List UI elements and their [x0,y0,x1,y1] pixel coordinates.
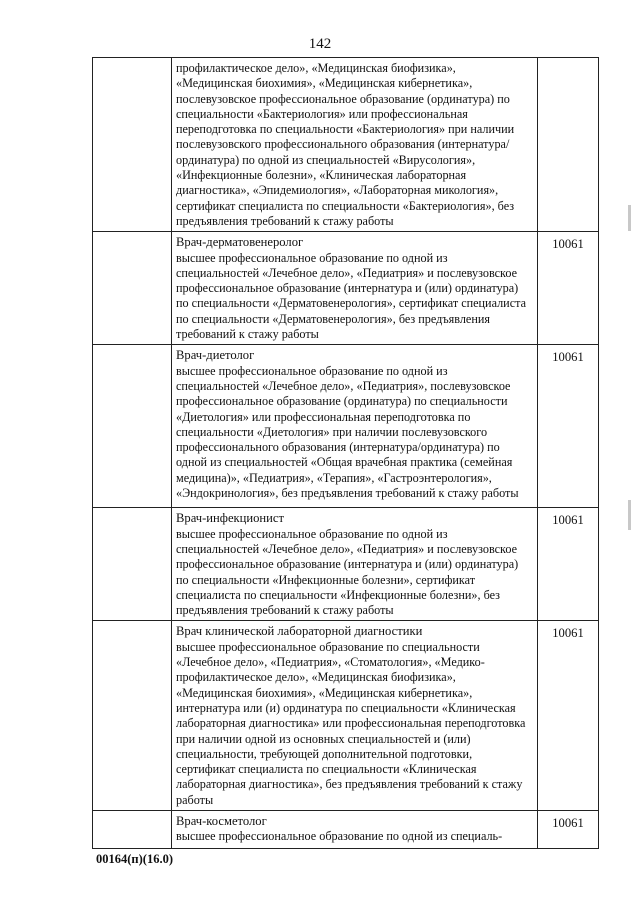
requirements-text: высшее профессиональное образование по одной из специальностей «Лечебное дело», «Педиатрия» и послевузовское профессиональное образование (интернатура и (или) ординатура) по специальности «Дерматовенерология», сертификат специалиста по специальности «Дерматовенерология», без предъявления требований к стажу работы [176,250,526,342]
requirements-text: высшее профессиональное образование по одной из специальностей «Лечебное дело», «Педиатрия» и послевузовское профессиональное образование (интернатура и (или) ординатура) по специальности «Инфекционные болезни», сертификат специалиста по специальности «Инфекционные болезни», без предъявления требований к стажу работы [176,526,519,618]
table-row [93,58,599,232]
position-title: Врач-диетолог [176,348,255,363]
requirements-cell [172,232,538,345]
position-title: Врач-инфекционист [176,511,285,526]
empty-cell [93,810,172,848]
requirements-cell [172,58,538,232]
requirements-cell [172,508,538,621]
scan-edge-mark [628,205,631,231]
position-title: Врач-косметолог [176,813,267,828]
empty-cell [93,232,172,345]
position-title: Врач-дерматовенеролог [176,235,304,250]
code-cell [538,232,599,345]
code-cell [538,810,599,848]
empty-cell [93,58,172,232]
empty-cell [93,621,172,811]
requirements-cell [172,621,538,811]
code-cell [538,345,599,508]
table-row [93,621,599,811]
code-cell [538,508,599,621]
requirements-text: высшее профессиональное образование по одной из специаль- [176,829,503,844]
empty-cell [93,345,172,508]
table-row [93,810,599,848]
qualification-code: 10061 [552,815,584,830]
qualification-code: 10061 [552,513,584,528]
qualification-table [92,57,599,849]
requirements-cell [172,345,538,508]
table-row [93,232,599,345]
scan-edge-mark [628,500,631,530]
requirements-text: высшее профессиональное образование по специальности «Лечебное дело», «Педиатрия», «Стоматология», «Медико-профилактическое дело», «Медицинская биофизика», «Медицинская биохимия», «Медицинская кибернетика», интернатура или (и) ординатура по специальности «Клиническая лабораторная диагностика» или профессиональная переподготовка при наличии одной из основных специальностей и (или) специальности, требующей дополнительной подготовки, сертификат специалиста по специальности «Клиническая лабораторная диагностика», без предъявления требований к стажу работы [176,639,526,807]
document-code: 00164(п)(16.0) [96,852,173,866]
requirements-text: профилактическое дело», «Медицинская биофизика», «Медицинская биохимия», «Медицинская кибернетика», послевузовское профессиональное образование (ординатура) по специальности «Бактериология» или профессиональная переподготовка по специальности «Бактериология» при наличии послевузовского профессионального образования (интернатура/ординатура) по одной из специальностей «Вирусология», «Инфекционные болезни», «Клиническая лабораторная диагностика», «Эпидемиология», «Лабораторная микология», сертификат специалиста по специальности «Бактериология», без предъявления требований к стажу работы [176,61,515,228]
page-number: 142 [308,36,332,52]
table-row [93,345,599,508]
qualification-code [542,61,594,63]
empty-cell [93,508,172,621]
code-cell [538,58,599,232]
position-title: Врач клинической лабораторной диагностики [176,624,423,639]
qualification-code: 10061 [552,237,584,252]
table-row [93,508,599,621]
requirements-text: высшее профессиональное образование по одной из специальностей «Лечебное дело», «Педиатрия», послевузовское профессиональное образование (ординатура) по специальности «Диетология» или профессиональная переподготовка по специальности «Диетология» при наличии послевузовского профессионального образования (интернатура/ординатура) по одной из специальностей «Общая врачебная практика (семейная медицина)», «Педиатрия», «Терапия», «Гастроэнтерология», «Эндокринология», без предъявления требований к стажу работы [176,363,519,501]
qualification-code: 10061 [552,350,584,365]
requirements-cell [172,810,538,848]
code-cell [538,621,599,811]
qualification-code: 10061 [552,626,584,641]
